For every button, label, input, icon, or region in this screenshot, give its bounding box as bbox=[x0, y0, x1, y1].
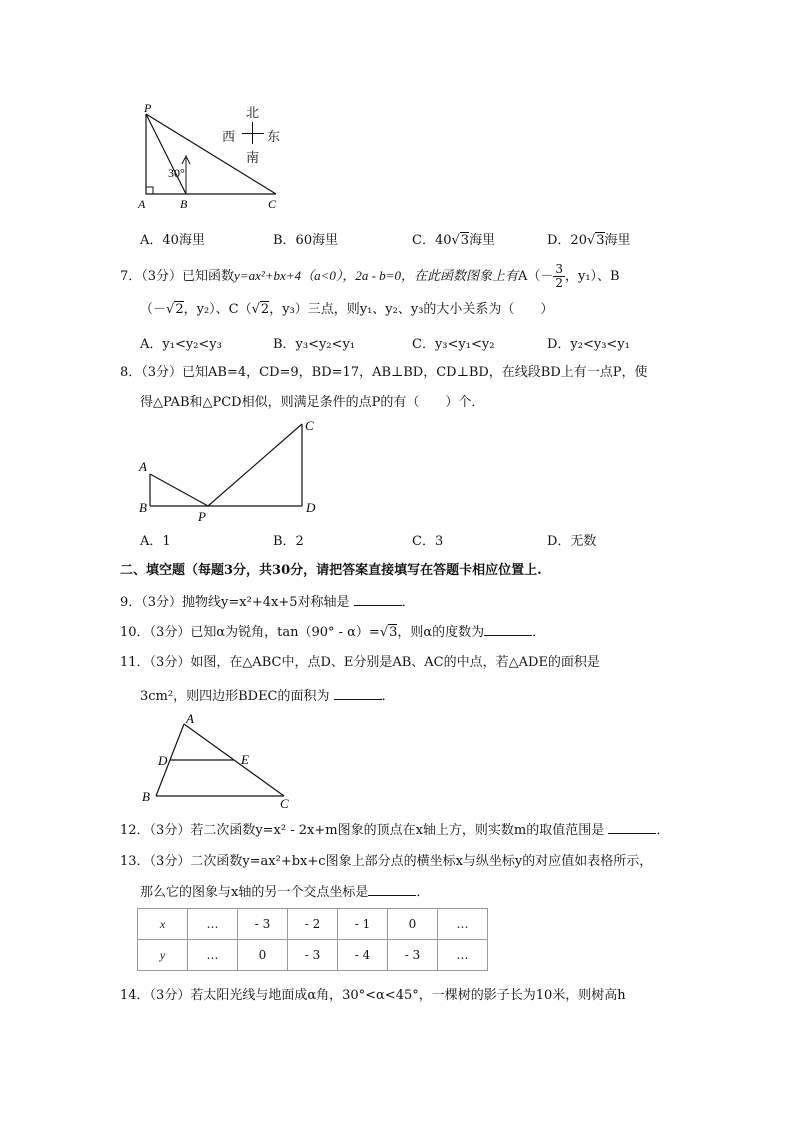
q8-line1: 8．（3分）已知AB=4，CD=9，BD=17，AB⊥BD，CD⊥BD，在线段BD上有一点P，使 bbox=[120, 365, 648, 380]
compass-south: 南 bbox=[246, 151, 260, 166]
q6-option-d: D．20√3海里 bbox=[547, 233, 631, 248]
q13-line1: 13．（3分）二次函数y=ax²+bx+c图象上部分点的横坐标x与纵坐标y的对应值如表格所示， bbox=[120, 854, 653, 869]
q8-line2: 得△PAB和△PCD相似，则满足条件的点P的有（ ）个． bbox=[140, 395, 485, 410]
fig11-label-c: C bbox=[280, 796, 289, 811]
q6-option-a: A．40海里 bbox=[140, 233, 205, 248]
q11-figure bbox=[138, 712, 308, 812]
q13-value-table bbox=[137, 908, 488, 971]
q7-fraction: $\frac{3}{2}$ bbox=[555, 262, 563, 290]
q7-line1: 7．（3分）已知函数y=ax²+bx+4（a<0），2a - b=0，在此函数图象上有A（－ $\frac{3}{2}$ ，y₁）、B bbox=[120, 262, 620, 290]
compass-north: 北 bbox=[246, 106, 260, 121]
fig6-label-b: B bbox=[180, 197, 188, 211]
q12-answer-blank[interactable] bbox=[608, 821, 656, 834]
q12: 12．（3分）若二次函数y=x² - 2x+m图象的顶点在x轴上方，则实数m的取值范围是 ． bbox=[120, 823, 670, 838]
fig8-label-c: C bbox=[305, 418, 314, 433]
q7-option-b: B．y₃<y₂<y₁ bbox=[273, 337, 356, 352]
fig6-label-a: A bbox=[138, 197, 146, 211]
fig8-label-p: P bbox=[198, 509, 206, 524]
fig6-angle-label: 30° bbox=[168, 166, 185, 180]
q13-line2: 那么它的图象与x轴的另一个交点坐标是 ． bbox=[140, 885, 430, 900]
q7-line2: （－√2，y₂）、C（√2，y₃）三点，则y₁、y₂、y₃的大小关系为（ ） bbox=[140, 302, 554, 317]
fig11-label-e: E bbox=[241, 752, 249, 767]
fig11-label-b: B bbox=[142, 789, 150, 804]
q11-answer-blank[interactable] bbox=[334, 687, 382, 700]
fig6-label-c: C bbox=[268, 197, 277, 211]
q7-option-d: D．y₂<y₃<y₁ bbox=[547, 337, 630, 352]
q10: 10．（3分）已知α为锐角，tan（90° - α）=√3，则α的度数为 ． bbox=[120, 625, 546, 640]
q11-line2: 3cm²，则四边形BDEC的面积为 ． bbox=[140, 689, 395, 704]
table-row-x: x … - 3 - 2 - 1 0 … bbox=[138, 909, 488, 940]
q7-option-a: A．y₁<y₂<y₃ bbox=[140, 337, 222, 352]
fig6-label-p: P bbox=[144, 101, 152, 115]
q8-option-a: A．1 bbox=[140, 534, 171, 549]
q11-line1: 11．（3分）如图，在△ABC中，点D、E分别是AB、AC的中点，若△ADE的面积是 bbox=[120, 655, 600, 670]
fig8-label-a: A bbox=[139, 459, 147, 474]
q7-option-c: C．y₃<y₁<y₂ bbox=[412, 337, 495, 352]
q9-answer-blank[interactable] bbox=[354, 593, 402, 606]
q9: 9．（3分）抛物线y=x²+4x+5对称轴是 ． bbox=[120, 595, 415, 610]
section2-heading: 二、填空题（每题3分，共30分，请把答案直接填写在答题卡相应位置上. bbox=[120, 563, 542, 578]
q8-option-d: D．无数 bbox=[547, 534, 597, 549]
q6-option-c: C．40√3海里 bbox=[412, 233, 496, 248]
q14: 14．（3分）若太阳光线与地面成α角，30°<α<45°，一棵树的影子长为10米，则树高h bbox=[120, 988, 626, 1003]
compass bbox=[222, 102, 284, 164]
q13-answer-blank[interactable] bbox=[368, 883, 416, 896]
q8-option-c: C．3 bbox=[412, 534, 444, 549]
fig11-label-a: A bbox=[186, 712, 194, 726]
compass-west: 西 bbox=[222, 130, 236, 145]
table-row-y: y … 0 - 3 - 4 - 3 … bbox=[138, 940, 488, 971]
fig8-label-b: B bbox=[139, 500, 147, 515]
q8-option-b: B．2 bbox=[273, 534, 304, 549]
fig8-label-d: D bbox=[306, 500, 316, 515]
q6-option-b: B．60海里 bbox=[273, 233, 339, 248]
compass-east: 东 bbox=[267, 130, 281, 145]
fig11-label-d: D bbox=[158, 753, 168, 768]
q8-figure bbox=[132, 418, 332, 526]
q10-answer-blank[interactable] bbox=[484, 623, 532, 636]
